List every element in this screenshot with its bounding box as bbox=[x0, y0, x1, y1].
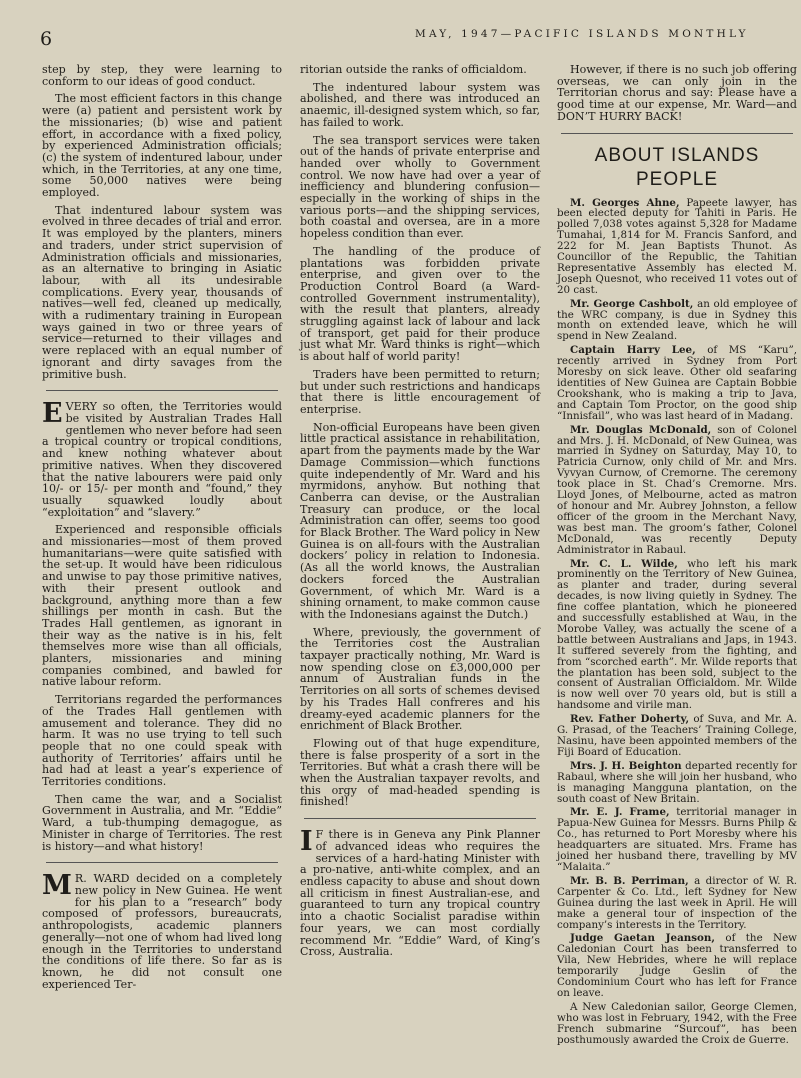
divider bbox=[304, 818, 536, 819]
people-item bbox=[557, 807, 797, 872]
paragraph: step by step, they were learning to conform to our ideas of good conduct. bbox=[42, 63, 282, 88]
people-item bbox=[557, 299, 797, 343]
paragraph: Territorians regarded the performances of the Trades Hall gentlemen with amusement and tolerance. They did no harm. It was no use trying to tell such people that no one could speak with authority of Territories’ affairs until he had had at least a year’s experience of Territories conditions. bbox=[42, 693, 282, 789]
paragraph: Then came the war, and a Socialist Government in Australia, and Mr. “Eddie” Ward, a tub-thumping demagogue, as Minister in charge of Territories. The rest is history—and what history! bbox=[42, 792, 282, 853]
divider bbox=[561, 133, 793, 134]
column-3 bbox=[557, 64, 797, 1048]
paragraph: The most efficient factors in this change were (a) patient and persistent work by the missionaries; (b) wise and patient effort, in accordance with a fixed policy, by experienced Administration officials; (c) the system of indentured labour, under which, in the Territories, at any one time, some 50,000 natives were being employed. bbox=[42, 92, 282, 200]
drop-cap: I bbox=[300, 826, 313, 858]
paragraph: That indentured labour system was evolved in three decades of trial and error. It was employed by the planters, miners and traders, under strict supervision of Administration officials and missionaries, as an alternative to bringing in Asiatic labour, with all its undesirable complications. Every year, thousands of natives—well fed, cleaned up medically, with a rudimentary training in European ways gained in two or three years of service—returned to their villages and were replaced with an equal number of ignorant and dirty savages from the primitive bush. bbox=[42, 203, 282, 381]
people-item bbox=[557, 761, 797, 805]
people-item-text: of Suva, and Mr. A. G. Prasad, of the Teachers’ Training College, Nasinu, have been appointed members of the Fiji Board of Education. bbox=[557, 713, 798, 758]
paragraph: ritorian outside the ranks of officialdom. bbox=[300, 63, 527, 76]
paragraph: The indentured labour system was abolished, and there was introduced an anaemic, ill-designed system which, so far, has failed to work. bbox=[300, 80, 540, 129]
divider bbox=[46, 862, 278, 863]
person-name: Mr. E. J. Frame, bbox=[570, 806, 670, 819]
drop-cap: M bbox=[42, 870, 72, 902]
people-item-text: Papeete lawyer, has been elected deputy for Tahiti in Paris. He polled 7,038 votes against 5,328 for Madame Tumahai, 1,814 for M. Francis Sanford, and 222 for M. Jean Baptists Thunot. As Councillor of the Republic, the Tahitian Representative Assembly has elected M. Joseph Quesnot, who received 11 votes out of 20 cast. bbox=[557, 196, 797, 296]
people-item bbox=[557, 876, 797, 931]
people-item-text: territorial manager in Papua-New Guinea for Messrs. Burns Philp & Co., has returned to Port Moresby where his headquarters are situated. Mrs. Frame has joined her husband there, travelling by MV “Malaita.” bbox=[557, 806, 797, 873]
person-name: Captain Harry Lee, bbox=[570, 344, 696, 357]
paragraph: I F there is in Geneva any Pink Planner of advanced ideas who requires the services of a hard-hating Minister with a pro-native, anti-white complex, and an endless capacity to abuse and shout down all criticism in finest Australian-ese, and guaranteed to turn any tropical country into a chaotic Socialist paradise within four years, we can most cordially recommend Mr. “Eddie” Ward, of King’s Cross, Australia. bbox=[300, 826, 540, 959]
paragraph: Non-official Europeans have been given little practical assistance in rehabilitation, apart from the payments made by the War Damage Commission—which functions quite independently of Mr. Ward and his myrmidons, anyhow. But nothing that Canberra can devise, or the Australian Treasury can produce, or the local Administration can offer, seems too good for Black Brother. The Ward policy in New Guinea is on all-fours with the Australian dockers’ policy in relation to Indonesia. (As all the world knows, the Australian dockers forced the Australian Government, of which Mr. Ward is a shining ornament, to make common cause with the Indonesians against the Dutch.) bbox=[300, 420, 540, 621]
paragraph: EVERY so often, the Territories would be visited by Australian Trades Hall gentlemen who never before had seen a tropical country or tropical conditions, and knew nothing whatever about primitive natives. When they discovered that the native labourers were paid only 10/- or 15/- per month and “found,” they usually squawked loudly about “exploitation” and “slavery.” bbox=[42, 398, 282, 519]
person-name: Mrs. J. H. Beighton bbox=[570, 759, 682, 772]
person-name: Mr. George Cashbolt, bbox=[570, 297, 694, 310]
people-item bbox=[557, 345, 797, 421]
people-item-text: an old employee of the WRC company, is due in Sydney this month on extended leave, which he will spend in New Zealand. bbox=[557, 297, 797, 343]
people-item bbox=[557, 714, 797, 758]
people-item bbox=[557, 198, 797, 296]
column-2 bbox=[300, 64, 540, 964]
person-name: Mr. Douglas McDonald, bbox=[570, 423, 712, 436]
paragraph: Experienced and responsible officials and missionaries—most of them proved humanitarians—were quite satisfied with the set-up. It would have been ridiculous and unwise to pay those primitive natives, with their present outlook and background, anything more than a few shillings per month in cash. But the Trades Hall gentlemen, as ignorant in their way as the native is in his, felt themselves more wise than all officials, planters, missionaries and mining companies combined, and bawled for native labour reform. bbox=[42, 523, 282, 689]
people-item-text: A New Caledonian sailor, George Clemen, who was lost in February, 1942, with the Free French submarine “Surcouf”, has been posthumously awarded the Croix de Guerre. bbox=[557, 1000, 797, 1046]
people-item bbox=[557, 425, 797, 556]
paragraph: However, if there is no such job offering overseas, we can only join in the Territorian chorus and say: Please have a good time at our expense, Mr. Ward—and DON’T HURRY BACK! bbox=[557, 63, 797, 123]
column-1 bbox=[42, 64, 282, 996]
section-title: ABOUT ISLANDS PEOPLE bbox=[594, 144, 760, 190]
person-name: Mr. B. B. Perriman, bbox=[570, 874, 689, 887]
person-name: Rev. Father Doherty, bbox=[570, 713, 690, 726]
divider bbox=[46, 390, 278, 391]
paragraph: The handling of the produce of plantations was forbidden private enterprise, and given over to the Production Control Board (a Ward-controlled Government instrumentality), with the result that planters, already struggling against lack of labour and lack of transport, get paid for their produce just what Mr. Ward thinks is right—which is about half of world parity! bbox=[300, 244, 540, 364]
people-list bbox=[557, 198, 797, 1046]
people-item-text: who left his mark prominently on the Territory of New Guinea, as planter and trader, during several decades, is now living quietly in Sydney. The fine coffee plantation, which he pioneered and successfully established at Wau, in the Morobe Valley, was actually the scene of a battle between Australians and Japs, in 1943. It suffered severely from the fighting, and from “scorched earth”. Mr. Wilde reports that the plantation has been sold, subject to the consent of Australian Officialdom. Mr. Wilde is now well over 70 years old, but is still a handsome and virile man. bbox=[557, 557, 797, 712]
paragraph: Flowing out of that huge expenditure, there is false prosperity of a sort in the Territories. But what a crash there will be when the Australian taxpayer revolts, and this orgy of mad-headed spending is finished! bbox=[300, 736, 540, 809]
paragraph: Traders have been permitted to return; but under such restrictions and handicaps that there is little encouragement of enterprise. bbox=[300, 367, 540, 416]
drop-cap: E bbox=[42, 398, 63, 430]
paragraph: The sea transport services were taken out of the hands of private enterprise and handed over wholly to Government control. We now have had over a year of inefficiency and blundering confusion—especially in the working of ships in the various ports—and the shipping services, both coastal and oversea, are in a more hopeless condition than ever. bbox=[300, 133, 540, 241]
people-item-text: a director of W. R. Carpenter & Co. Ltd., left Sydney for New Guinea during the last week in April. He will make a general tour of inspection of the company’s interests in the Territory. bbox=[557, 874, 797, 931]
people-item bbox=[557, 559, 797, 712]
paragraph: M R. WARD decided on a completely new policy in New Guinea. He went for his plan to a “research” body composed of professors, bureaucrats, anthropologists, academic planners generally—not one of whom had lived long enough in the Territories to understand the conditions of life there. So far as is known, he did not consult one experienced Ter- bbox=[42, 870, 282, 991]
people-item bbox=[557, 933, 797, 998]
people-item bbox=[557, 1002, 797, 1046]
people-item-text: of the New Caledonian Court has been transferred to Vila, New Hebrides, where he will replace temporarily Judge Geslin of the Condominium Court who has left for France on leave. bbox=[557, 932, 797, 999]
paragraph: Where, previously, the government of the Territories cost the Australian taxpayer practically nothing, Mr. Ward is now spending close on £3,000,000 per annum of Australian funds in the Territories on all sorts of schemes devised by his Trades Hall confreres and his dreamy-eyed academic planners for the enrichment of Black Brother. bbox=[300, 625, 540, 733]
people-item-text: son of Colonel and Mrs. J. H. McDonald, of New Guinea, was married in Sydney on Saturday, May 10, to Patricia Curnow, only child of Mr. and Mrs. Vyvyan Curnow, of Cremorne. The ceremony took place in St. Chad’s Cremorne. Mrs. Lloyd Jones, of Melbourne, acted as matron of honour and Mr. Aubrey Johnston, a fellow officer of the groom in the Merchant Navy, was best man. The groom’s father, Colonel McDonald, was recently Deputy Administrator in Rabaul. bbox=[557, 423, 797, 556]
running-head: MAY, 1947—PACIFIC ISLANDS MONTHLY bbox=[415, 28, 749, 40]
people-item-text: of MS “Karu”, recently arrived in Sydney from Port Moresby on sick leave. Other old seafaring identities of New Guinea are Captain Bobbie Crookshank, who is making a trip to Java, and Captain Tom Proctor, on the good ship “Innisfail”, who was last heard of in Madang. bbox=[557, 344, 797, 422]
person-name: M. Georges Ahne, bbox=[570, 196, 680, 209]
people-item-text: departed recently for Rabaul, where she will join her husband, who is managing Mangguna plantation, on the south coast of New Britain. bbox=[557, 759, 797, 805]
person-name: Judge Gaetan Jeanson, bbox=[570, 932, 715, 945]
person-name: Mr. C. L. Wilde, bbox=[570, 557, 678, 570]
page-number: 6 bbox=[40, 28, 53, 50]
